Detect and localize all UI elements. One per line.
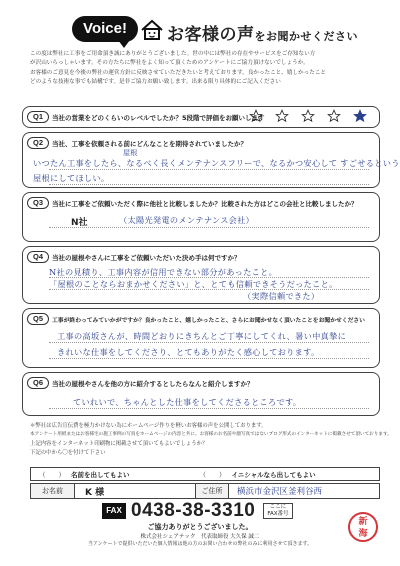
house-icon xyxy=(140,18,164,42)
thanks-text: ご協力ありがとうございました。 xyxy=(147,523,253,531)
answer-line: 「屋根のことならおまかせください」と、とても信頼できそうだったこと。 xyxy=(49,279,338,289)
privacy-note: 当アンケートで提供いただいた個人情報は他の方のお問い合わせの弊社のみに利用させて頂きます。 xyxy=(87,541,313,547)
consent-options xyxy=(30,467,380,481)
question-6 xyxy=(22,372,380,416)
consent-option-name: 名前を出してもよい xyxy=(71,470,130,479)
answer-line: ていれいで、ちゃんとした仕事をしてくださるところです。 xyxy=(73,397,302,407)
customer-info-row xyxy=(30,483,380,499)
hanko-stamp: 新 海 xyxy=(348,512,378,542)
name-field[interactable]: K 様 xyxy=(85,487,105,498)
fax-area xyxy=(102,502,330,520)
header xyxy=(72,14,372,48)
star-icon[interactable] xyxy=(301,109,315,123)
page-title: お客様の声をお聞かせください xyxy=(167,25,358,45)
intro-text: この度は弊社に工事をご用命頂き誠にありがとうございました。世の中には弊社の存在やサービスをご存知ない方 が沢山いらっしゃいます。その方たちに弊社をよく知って頂くためのアンケートにご協力頂けないでしょうか。 お客様のご意見を今後の弊社の運営方針に反映させていただきたいと考えております。良かったこと、嬉しかったこと どのような技術な事でも結構です。是非ご協力お願い致します。出来る限り具体的にご記入ください xyxy=(30,51,327,86)
question-number: Q4 xyxy=(27,251,49,263)
answer-note: 屋根 xyxy=(123,149,138,157)
question-number: Q1 xyxy=(27,111,49,123)
question-text: 当社、工事を依頼される前にどんなことを期待されていましたか？ xyxy=(52,139,247,148)
star-icon[interactable] xyxy=(327,109,341,123)
question-3 xyxy=(22,192,380,242)
divider xyxy=(49,227,369,228)
divider xyxy=(49,342,369,343)
answer-line: （実際信頼できた） xyxy=(243,291,320,301)
divider xyxy=(49,289,369,290)
answer-line: N社の見積り、工事内容が信用できない部分があったこと。 xyxy=(49,267,278,277)
question-number: Q5 xyxy=(27,313,49,325)
question-1 xyxy=(22,106,380,128)
address-label: ご住所 xyxy=(195,484,229,498)
company-name: 株式会社シェアテック 代表取締役 大久保 誠二 xyxy=(140,534,260,540)
star-icon-selected[interactable] xyxy=(353,109,367,123)
question-text: 当社の営業をどのくらいのレベルでしたか？5段階で評価をお願いします xyxy=(52,113,265,122)
address-field[interactable]: 横浜市金沢区釜利谷西 xyxy=(237,487,323,497)
fax-number: 0438-38-3310 xyxy=(131,500,256,521)
answer-line: きれいな仕事をしてくださり、とてもありがたく感心しております。 xyxy=(57,347,320,357)
consent-checkbox-initial[interactable]: （ ） xyxy=(199,470,226,479)
answer-line: 屋根にしてほしい。 xyxy=(33,173,110,183)
note-line: 上記内容をインターネット印刷物に掲載させて頂いてもよいでしょうか？ xyxy=(30,441,208,447)
question-number: Q2 xyxy=(27,137,49,149)
question-text: 当社の屋根やさんを他の方に紹介するとしたらなんと紹介しますか？ xyxy=(52,379,254,388)
star-icon[interactable] xyxy=(249,109,263,123)
question-text: 当社の屋根やさんに工事をご依頼いただいた決め手は何ですか？ xyxy=(52,253,241,262)
divider xyxy=(49,358,369,359)
fax-box: ここに FAX番号 xyxy=(263,503,292,519)
fax-badge: FAX xyxy=(102,503,126,519)
divider xyxy=(49,184,369,185)
question-4 xyxy=(22,246,380,304)
question-text: 工事が終わってみていかがですか？良かったこと、嬉しかったこと、さらにお聞かせなく頂いたことをお聞かせください xyxy=(52,317,365,324)
consent-option-initial: イニシャルなら出してもよい xyxy=(231,470,316,479)
note-line: ＊弊社は広告宣伝費を極力かけない為にホームページ作りを軽いお客様の声を公開しております。 xyxy=(30,423,267,429)
question-number: Q3 xyxy=(27,197,49,209)
answer-note: （太陽光発電のメンテナンス会社） xyxy=(119,215,255,225)
question-text: 当社に工事をご依頼いただく際に他社と比較しましたか？比較された方はどこの会社と比較しましたか？ xyxy=(52,199,358,208)
question-5 xyxy=(22,308,380,368)
note-line: 本アンケート用紙またはお客様宅の施工事例の写真をホームページの内容と共に、お客様のお名前や顔写真ではないブログ形式のインターネットに掲載させて頂いております。 xyxy=(30,432,392,437)
answer-company: N社 xyxy=(71,218,88,228)
answer-line: 工事の高坂さんが、時間どおりにきちんとご丁寧にしてくれ、暑い中真摯に xyxy=(57,331,347,341)
star-icon[interactable] xyxy=(275,109,289,123)
name-label: お名前 xyxy=(31,484,75,498)
consent-checkbox-name[interactable]: （ ） xyxy=(39,470,65,479)
answer-line: いつたん工事をしたら、なるべく長くメンテナンスフリーで、なるかつ安心して すごせるという xyxy=(33,158,400,168)
question-number: Q6 xyxy=(27,377,49,389)
divider xyxy=(49,169,369,170)
rating-stars[interactable] xyxy=(249,107,367,125)
voice-badge: Voice! xyxy=(72,16,138,42)
note-line: 下記の中から〇を付けて下さい xyxy=(30,450,106,456)
divider xyxy=(49,277,369,278)
divider xyxy=(49,408,369,409)
question-2 xyxy=(22,132,400,188)
